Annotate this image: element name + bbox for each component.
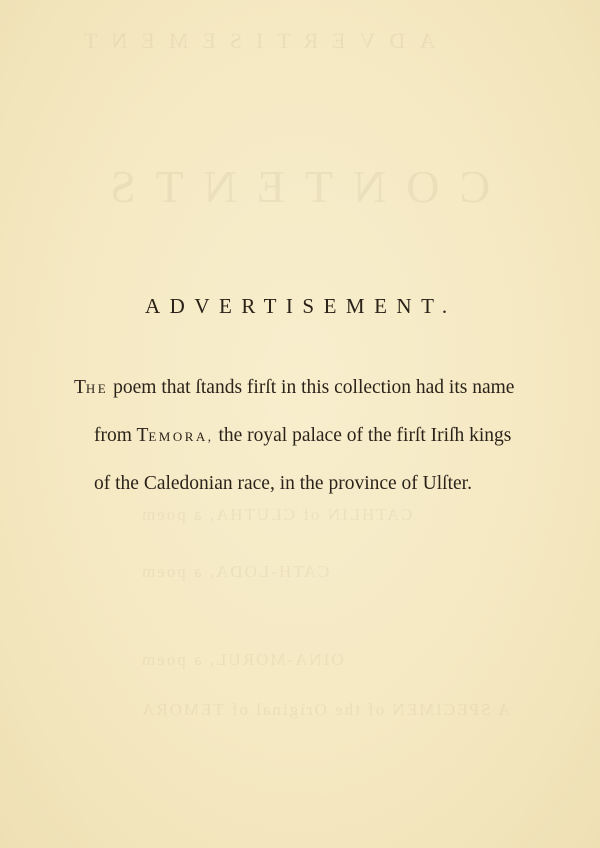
temora-initial: T [136, 425, 149, 446]
line-2-text: the royal palace of the firſt Iriſh kings [213, 425, 512, 446]
paragraph-line-3: of the Caledonian race, in the province of Ulſter. [94, 473, 472, 494]
drop-initial: T [74, 377, 86, 398]
temora-small-caps: EMORA, [148, 429, 214, 444]
small-caps-word: HE [85, 381, 109, 396]
line-1-text: poem that ſtands firſt in this collection had its name [108, 377, 515, 398]
line-2-start: from [94, 425, 137, 446]
paragraph-line-2 [74, 412, 554, 460]
paragraph-line-1 [74, 364, 554, 412]
advertisement-heading: ADVERTISEMENT. [145, 294, 457, 318]
advertisement-paragraph [74, 364, 554, 507]
bleed-through-texture: ADVERTISEMENT CONTENTS CATHLIN of CLUTHA, a poem CATH-LODA, a poem OINA-MORUL, a poem A SPECIMEN of the Original of TEMORA [70, 28, 511, 719]
